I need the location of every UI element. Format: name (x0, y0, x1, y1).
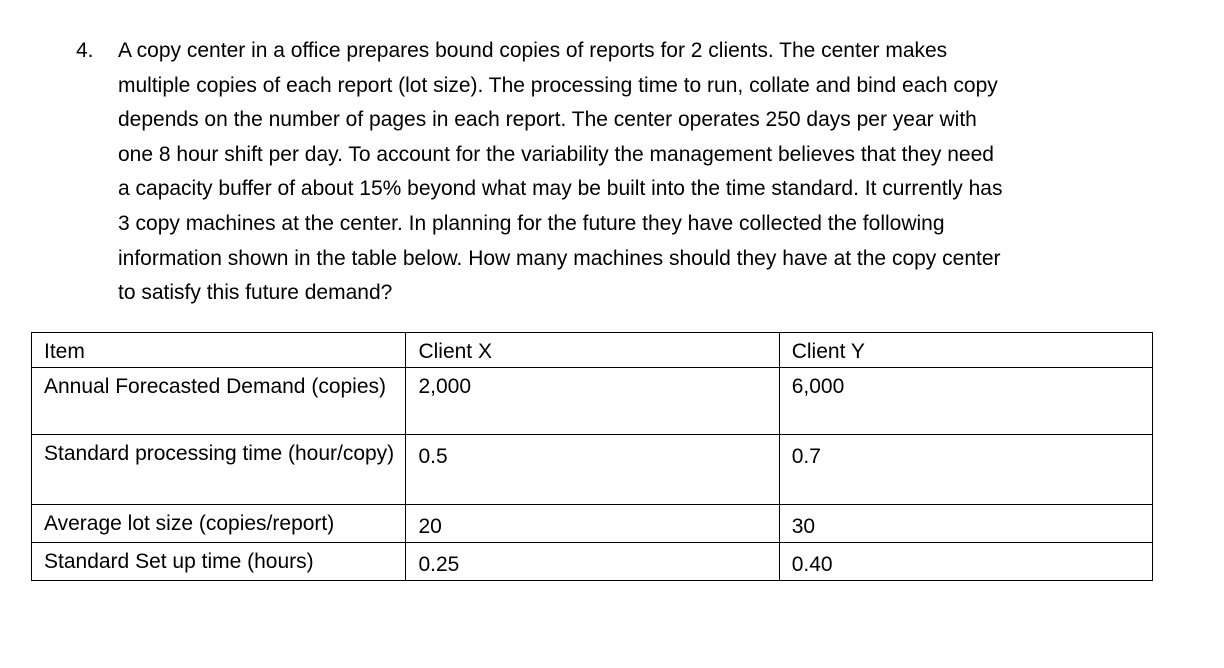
question-block (76, 34, 1176, 311)
question-line: a capacity buffer of about 15% beyond what may be built into the time standard. It currently has (118, 177, 1003, 201)
header-item: Item (32, 333, 406, 368)
table-header-row (32, 333, 1153, 368)
cell-client-x: 0.5 (406, 435, 779, 505)
cell-item: Standard processing time (hour/copy) (32, 435, 406, 505)
question-line: information shown in the table below. How many machines should they have at the copy center (118, 246, 1001, 270)
question-line: multiple copies of each report (lot size). The processing time to run, collate and bind each copy (118, 73, 998, 97)
question-line: A copy center in a office prepares bound copies of reports for 2 clients. The center makes (118, 39, 948, 62)
cell-client-y: 0.7 (779, 435, 1152, 505)
cell-client-y: 6,000 (779, 368, 1152, 435)
table-row (32, 543, 1153, 581)
question-line: depends on the number of pages in each report. The center operates 250 days per year with (118, 108, 977, 132)
cell-item: Standard Set up time (hours) (32, 543, 406, 581)
cell-client-x: 2,000 (406, 368, 779, 435)
question-line: 3 copy machines at the center. In planning for the future they have collected the following (118, 211, 945, 235)
table-row (32, 368, 1153, 435)
question-number: 4. (76, 39, 94, 62)
cell-client-x: 20 (406, 505, 779, 543)
cell-client-y: 0.40 (779, 543, 1152, 581)
data-table (31, 332, 1153, 581)
question-line: one 8 hour shift per day. To account for the variability the management believes that they need (118, 142, 994, 166)
question-text (118, 34, 1168, 311)
header-client-x: Client X (406, 333, 779, 368)
table-row (32, 505, 1153, 543)
header-client-y: Client Y (779, 333, 1152, 368)
cell-client-x: 0.25 (406, 543, 779, 581)
cell-client-y: 30 (779, 505, 1152, 543)
question-line: to satisfy this future demand? (118, 281, 393, 305)
cell-item: Average lot size (copies/report) (32, 505, 406, 543)
table-row (32, 435, 1153, 505)
cell-item: Annual Forecasted Demand (copies) (32, 368, 406, 435)
